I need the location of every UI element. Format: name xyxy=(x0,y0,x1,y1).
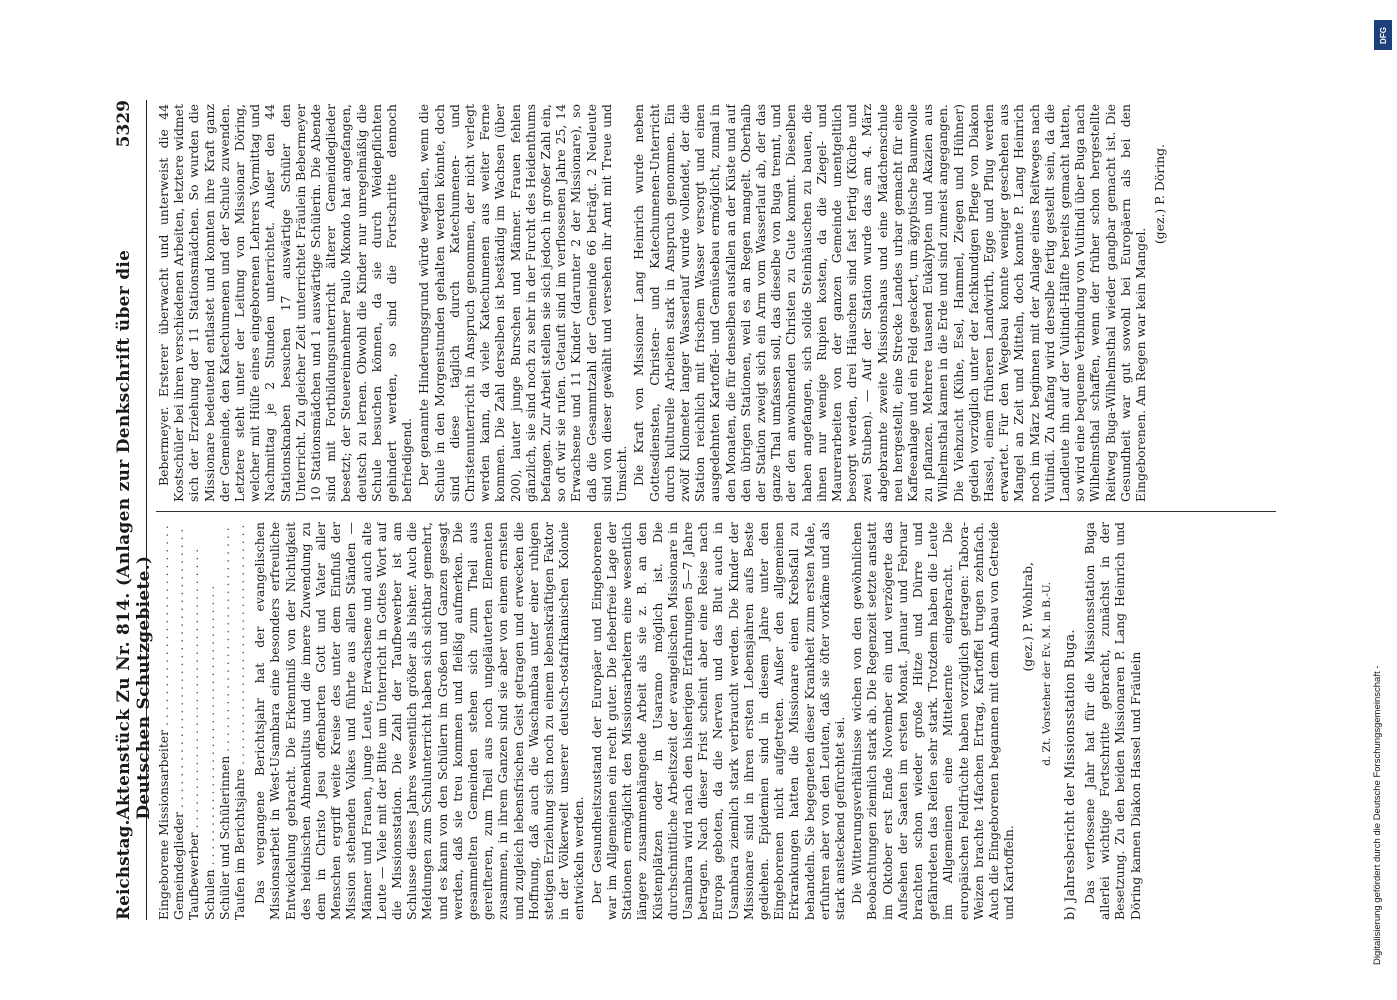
left-signature: (gez.) P. Wohlrab, xyxy=(1020,562,1036,672)
left-paragraphs xyxy=(252,522,1016,920)
column-divider xyxy=(156,511,1276,512)
statistics-table xyxy=(156,522,247,920)
stat-row xyxy=(186,522,201,920)
paragraph: Der genannte Hinderungsgrund würde wegfallen, wenn die Schule in den Morgenstunden gehalten werden könnte, doch sind diese täglich durch Katechumenen- und Christenunterricht in Anspruch genommen, der nicht verlegt werden kann, da viele Katechumenen aus weiter Ferne kommen. Die Zahl derselben ist beständig im Wachsen (über 200), lauter junge Burschen und Männer. Frauen fehlen gänzlich, sie sind noch zu sehr in der Furcht des Heidenthums befangen. Zur Arbeit stellen sie sich jedoch in großer Zahl ein, so oft wir sie rufen. Getauft sind im verflossenen Jahre 25, 14 Erwachsene und 11 Kinder (darunter 2 der Missionare), so daß die Gesammtzahl der Gemeinde 66 beträgt. 2 Neuleute sind von dieser gewählt und versehen ihr Amt mit Treue und Umsicht. xyxy=(416,104,630,502)
left-final-paragraph: Das verflossene Jahr hat für die Missionsstation Buga allerlei wichtige Fortschritte gebracht, zunächst in der Besetzung. Zu den beiden Missionaren P. Lang Heinrich und Döring kamen Diakon Hassel und Fräulein xyxy=(1081,522,1143,920)
stat-label: Schüler und Schülerinnen . . . xyxy=(217,522,232,920)
paragraph: Die Kraft von Missionar Lang Heinrich wurde neben Gottesdiensten, Christen- und Katechumenen-Unterricht durch kulturelle Arbeiten stark in Anspruch genommen. Ein zwölf Kilometer langer Wasserlauf wurde vollendet, der die Station reichlich mit frischem Wasser versorgt und einen ausgedehnten Kartoffel- und Gemüsebau ermöglicht, zumal in den Monaten, die für denselben ausfallen an der Küste und auf den übrigen Stationen, weil es an Regen mangelt. Oberhalb der Station zweigt sich ein Arm vom Wasserlauf ab, der das ganze Thal umfassen soll, das dieselbe von Buga trennt, und der den anwohnenden Christen zu Gute kommt. Dieselben haben angefangen, sich solide Steinhäuschen zu bauen, die ihnen nur wenige Rupien kosten, da die Ziegel- und Maurerarbeiten von der ganzen Gemeinde unentgeltlich besorgt werden, drei Häuschen sind fast fertig (Küche und zwei Stuben). — Auf der Station wurde das am 4. März abgebrannte zweite Missionshaus und eine Mädchenschule neu hergestellt, eine Strecke Landes urbar gemacht für eine Kaffeeanlage und ein Feld geackert, um ägyptische Baumwolle zu pflanzen. Mehrere tausend Eukalypten und Akazien aus Wilhelmsthal kamen in die Erde und sind zumeist angegangen. Die Viehzucht (Kühe, Esel, Hammel, Ziegen und Hühner) gedieh vorzüglich unter der fachkundigen Pflege von Diakon Hassel, einem früheren Landwirth, Egge und Pflug werden erwartet. Für den Wegebau konnte weniger geschehen aus Mangel an Zeit und Mitteln, doch konnte P. Lang Heinrich noch im März beginnen mit der Anlage eines Reitweges nach Vuitindi. Zu Anfang wird derselbe fertig gestellt sein, da die Landleute ihn auf der Vuitindi-Hälfte bereits gemacht hatten, so wird eine bequeme Verbindung von Vuitindi über Buga nach Wilhelmsthal schaffen, wenn der früher schon hergestellte Reitweg Buga-Wilhelmsthal wieder gangbar gemacht ist. Die Gesundheit war gut sowohl bei Europäern als bei den Eingeborenen. Am Regen war kein Mangel. xyxy=(631,104,1148,502)
stat-row xyxy=(232,522,247,920)
header-rule xyxy=(146,100,147,920)
stat-label: Eingeborene Missionsarbeiter . . . xyxy=(156,522,171,920)
paragraph: Die Witterungsverhältnisse wichen von den gewöhnlichen Beobachtungen ziemlich stark ab. Die Regenzeit setzte anstatt im Oktober erst Ende November ein und verzögerte das Aufsehen der Saaten im ersten Monat. Januar und Februar brachten schon wieder große Hitze und Dürre und gefährdeten das Reifen sehr stark. Trotzdem haben die Leute im Allgemeinen eine Mittelernte eingebracht. Die europäischen Feldfrüchte haben vorzüglich getragen: Tabora-Weizen brachte 14fachen Ertrag, Kartoffel trugen zehnfach. Auch die Eingeborenen begannen mit dem Anbau von Getreide und Kartoffeln. xyxy=(849,522,1017,920)
left-column xyxy=(156,522,1296,920)
stat-row xyxy=(171,522,186,920)
right-paragraphs xyxy=(156,104,1148,502)
rotated-page xyxy=(100,80,1330,940)
left-signature-note: d. Zt. Vorsteher der Ev. M. in B.-U. xyxy=(1040,582,1053,766)
stat-row xyxy=(156,522,171,920)
digitization-sidebar xyxy=(1372,20,1394,980)
header-title: Aktenstück Zu Nr. 814. (Anlagen zur Denkschrift über die Deutschen Schutzgebiete.) xyxy=(114,249,154,820)
right-signature: (gez.) P. Döring. xyxy=(1152,144,1168,245)
dfg-logo-text: DFG xyxy=(1378,26,1388,44)
paragraph: Bebermeyer. Ersterer überwacht und unterweist die 44 Kostschüler bei ihren verschiedenen Arbeiten, letztere widmet sich der Erziehung der 11 Stationsmädchen. So wurden die Missionare bedeutend entlastet und konnten ihre Kraft ganz der Gemeinde, den Katechumenen und der Schule zuwenden. Letztere steht unter der Leitung von Missionar Döring, welcher mit Hülfe eines eingeborenen Lehrers Vormittag und Nachmittag je 2 Stunden unterrichtet. Außer den 44 Stationsknaben besuchen 17 auswärtige Schüler den Unterricht. Zu gleicher Zeit unterrichtet Fräulein Bebermeyer 10 Stationsmädchen und 1 auswärtige Schülerin. Die Abende sind mit Fortbildungsunterricht älterer Gemeindeglieder besetzt; der Steuereinnehmer Paulo Mkondo hat angefangen, deutsch zu lernen. Obwohl die Kinder nur unregelmäßig die Schule besuchen können, da sie durch Weidepflichten gehindert werden, so sind die Fortschritte dennoch befriedigend. xyxy=(156,104,415,502)
paragraph: Das vergangene Berichtsjahr hat der evangelischen Missionsarbeit in West-Usambara eine besonders erfreuliche Entwickelung gebracht. Die Erkenntniß von der Nichtigkeit des heidnischen Ahnenkultus und die innere Zuwendung zu dem in Christo Jesu offenbarten Gott und Vater aller Menschen ergriff weite Kreise des unter dem Einfluß der Mission stehenden Volkes und führte aus allen Ständen — Männer und Frauen, junge Leute, Erwachsene und auch alte Leute — Viele mit der Bitte um Unterricht in Gottes Wort auf die Missionsstation. Die Zahl der Taufbewerber ist am Schlusse dieses Jahres wesentlich größer als bisher. Auch die Meldungen zum Schulunterricht haben sich sichtbar gemehrt, und es kann von den Schülern im Großen und Ganzen gesagt werden, daß sie treu kommen und fleißig aufmerken. Die gesammelten Gemeinden stehen sich zum Theil aus gereifteren, zum Theil aus noch ungeläuterten Elementen zusammen, in ihrem Ganzen sind sie aber von einem ernsten und zugleich lebensfrischen Geist getragen und erwecken die Hoffnung, daß auch die Waschambaa unter einer ruhigen stetigen Erziehung sich noch zu einem lebenskräftigen Faktor in der Völkerwelt unserer deutsch-ostafrikanischen Kolonie entwickeln werden. xyxy=(252,522,587,920)
page-number: 5329 xyxy=(114,100,134,148)
paragraph: Der Gesundheitszustand der Europäer und Eingeborenen war im Allgemeinen ein recht guter. Die fieberfreie Lage der Stationen ermöglicht den Missionsarbeitern eine wesentlich längere zusammenhängende Arbeit als sie z. B. an den Küstenplätzen oder in Usaramo möglich ist. Die durchschnittliche Arbeitszeit der evangelischen Missionare in Usambara wird nach den bisherigen Erfahrungen 5—7 Jahre betragen. Nach dieser Frist scheint aber eine Reise nach Europa geboten, da die Nerven und das Blut auch in Usambara ziemlich stark verbraucht werden. Die Kinder der Missionare sind in ihren ersten Lebensjahren aufs Beste gediehen. Epidemien sind in diesem Jahre unter den Eingeborenen nicht aufgetreten. Außer den allgemeinen Erkrankungen hatten die Missionare einen Krebsfall zu behandeln. Sie begegneten dieser Krankheit zum ersten Male, erfuhren aber von den Leuten, daß sie öfter vorkäme und als stark ansteckend gefürchtet sei. xyxy=(588,522,847,920)
stat-label: Schulen . . . xyxy=(202,522,217,920)
stat-label: Taufbewerber . . . xyxy=(186,522,201,920)
section-heading: b) Jahresbericht der Missionsstation Buga. xyxy=(1062,629,1078,920)
stat-label: Taufen im Berichtsjahre . . . xyxy=(232,522,247,920)
stat-row xyxy=(217,522,232,920)
header-left: Reichstag. xyxy=(114,819,134,920)
right-column xyxy=(156,104,1296,502)
digitization-credit: Digitalisierung gefördert durch die Deutsche Forschungsgemeinschaft - xyxy=(1372,665,1383,965)
stat-label: Gemeindeglieder . . . xyxy=(171,522,186,920)
page-header xyxy=(114,100,154,920)
stat-row xyxy=(202,522,217,920)
